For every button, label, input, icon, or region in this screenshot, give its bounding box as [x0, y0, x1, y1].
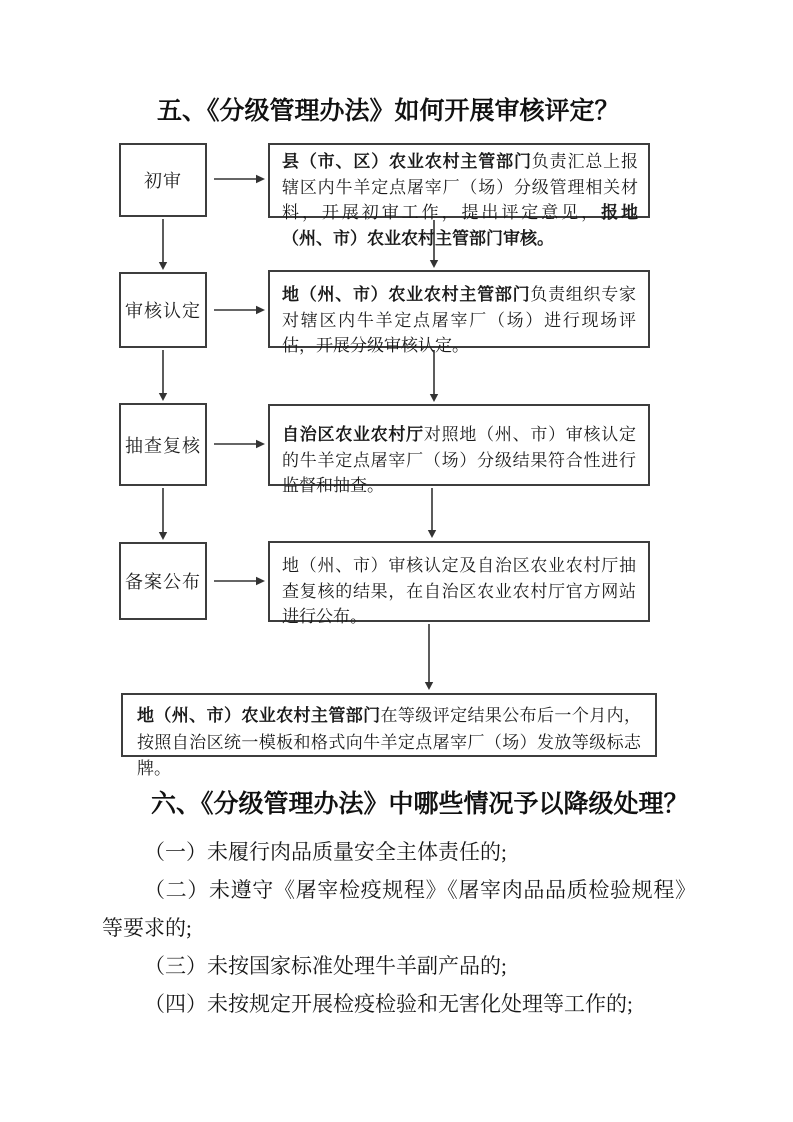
- arrow-down-icon: [159, 219, 167, 270]
- flow-desc-text: [282, 282, 636, 359]
- arrow-right-icon: [214, 577, 265, 585]
- arrow-right-icon: [214, 306, 265, 314]
- flow-desc-text: [282, 422, 636, 499]
- downgrade-item-4: （四）未按规定开展检疫检验和无害化处理等工作的;: [144, 992, 633, 1016]
- flow-desc-bold-start: 县（市、区）农业农村主管部门: [282, 152, 532, 171]
- flow-desc-body: 负责组织专家对辖区内牛羊定点屠宰厂（场）进行现场评估，开展分级审核认定。: [282, 285, 637, 355]
- downgrade-item-2: （二）未遵守《屠宰检疫规程》《屠宰肉品品质检验规程》等要求的;: [102, 878, 696, 940]
- flow-step-box-beiangongbu: [119, 542, 207, 620]
- flow-desc-body: 对照地（州、市）审核认定的牛羊定点屠宰厂（场）分级结果符合性进行监督和抽查。: [282, 425, 637, 495]
- arrow-right-icon: [214, 175, 265, 183]
- flow-step-label: 审核认定: [125, 301, 201, 321]
- flow-step-box-chouchafuhe: [119, 403, 207, 486]
- flow-desc-text: [282, 149, 638, 251]
- arrow-down-icon: [159, 488, 167, 540]
- flow-desc-bold-start: 自治区农业农村厅: [282, 425, 424, 444]
- flow-desc-box-3: [268, 404, 650, 495]
- flow-desc-body: 地（州、市）审核认定及自治区农业农村厅抽查复核的结果，在自治区农业农村厅官方网站进行公布。: [282, 556, 636, 626]
- arrow-right-icon: [214, 440, 265, 448]
- flow-final-body: 在等级评定结果公布后一个月内，按照自治区统一模板和格式向牛羊定点屠宰厂（场）发放等级标志牌。: [137, 706, 641, 778]
- section6-title: 六、《分级管理办法》中哪些情况予以降级处理？: [151, 790, 689, 818]
- flow-desc-text: [282, 553, 636, 630]
- flow-step-label: 抽查复核: [125, 435, 201, 456]
- flow-desc-box-2: [268, 270, 650, 355]
- flow-desc-body: 负责汇总上报辖区内牛羊定点屠宰厂（场）分级管理相关材料，开展初审工作，提出评定意见，: [282, 152, 639, 222]
- flow-final-text: [137, 703, 641, 783]
- flow-desc-bold-start: 地（州、市）农业农村主管部门: [282, 285, 531, 304]
- downgrade-items: [102, 833, 696, 1023]
- flow-step-label: 初审: [144, 171, 182, 191]
- section5-title: 五、《分级管理办法》如何开展审核评定？: [157, 97, 620, 125]
- flow-desc-box-4: [268, 541, 650, 626]
- arrow-down-icon: [425, 624, 433, 690]
- downgrade-item-1: （一）未履行肉品质量安全主体责任的;: [144, 840, 507, 864]
- flow-final-box: [121, 693, 657, 778]
- flow-step-box-shenherending: [119, 272, 207, 348]
- flow-desc-box-1: [268, 143, 650, 248]
- flow-desc-bold-end: 报地（州、市）农业农村主管部门审核。: [282, 203, 639, 248]
- arrow-down-icon: [159, 350, 167, 401]
- flow-final-bold: 地（州、市）农业农村主管部门: [137, 706, 381, 725]
- flow-step-label: 备案公布: [125, 572, 201, 592]
- downgrade-item-3: （三）未按国家标准处理牛羊副产品的;: [144, 954, 507, 978]
- flow-step-box-chushen: [119, 143, 207, 217]
